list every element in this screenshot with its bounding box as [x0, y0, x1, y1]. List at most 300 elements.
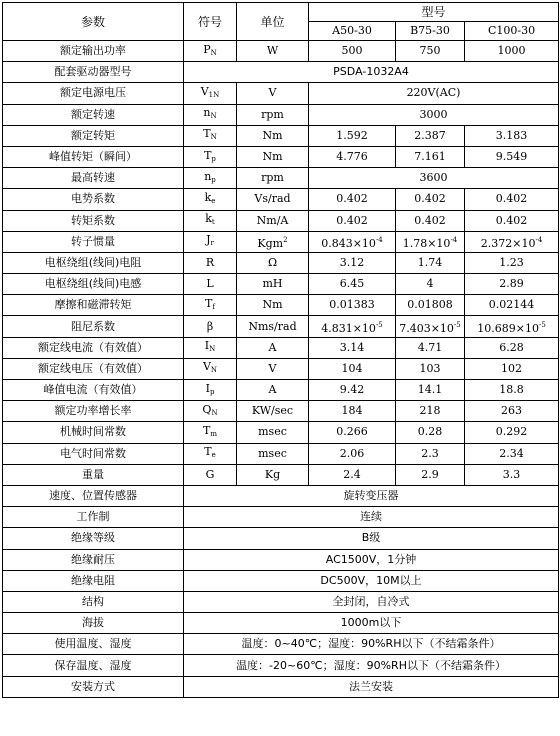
- param-name: 阻尼系数: [71, 319, 115, 333]
- param-name: 最高转速: [71, 171, 115, 185]
- value: 218: [419, 404, 441, 418]
- value-cell: [396, 464, 465, 485]
- unit-cell: [237, 422, 309, 443]
- unit: W: [266, 44, 279, 58]
- value: 0.02144: [488, 298, 535, 312]
- param-name: 转子惯量: [71, 234, 115, 248]
- param-name: 配套驱动器型号: [54, 65, 132, 79]
- merged-value: 旋转变压器: [343, 489, 399, 503]
- table-row: [3, 528, 559, 549]
- table-row: [3, 485, 559, 506]
- merged-value-cell: [309, 83, 559, 104]
- value-cell: [465, 125, 559, 146]
- param-name-cell: [3, 189, 184, 210]
- value-cell: [465, 443, 559, 464]
- param-name-cell: [3, 485, 184, 506]
- merged-value-cell: [184, 634, 559, 655]
- value: 0.402: [495, 213, 528, 227]
- param-name: 结构: [82, 594, 104, 608]
- param-name: 额定转矩: [71, 128, 115, 142]
- table-row: [3, 168, 559, 189]
- unit-cell: [237, 125, 309, 146]
- value-cell: [309, 464, 396, 485]
- merged-value: 3000: [419, 107, 448, 121]
- value-cell: [396, 380, 465, 401]
- table-row: [3, 210, 559, 231]
- symbol-cell: [184, 295, 237, 316]
- symbol: P: [203, 42, 211, 56]
- symbol-cell: [184, 146, 237, 167]
- merged-value: 法兰安装: [349, 679, 394, 693]
- value-exponent: -5: [538, 320, 546, 329]
- param-name-cell: [3, 591, 184, 612]
- value-cell: [396, 210, 465, 231]
- symbol: T: [205, 296, 213, 310]
- value-cell: [465, 231, 559, 252]
- value: 4.776: [336, 150, 368, 164]
- symbol-cell: [184, 189, 237, 210]
- unit: Nm: [262, 298, 283, 312]
- merged-value: 1000m以下: [340, 616, 402, 630]
- value-cell: [396, 316, 465, 337]
- unit-cell: [237, 83, 309, 104]
- param-name-cell: [3, 464, 184, 485]
- value: 9.42: [339, 383, 365, 397]
- table-row: [3, 507, 559, 528]
- symbol: L: [206, 277, 214, 291]
- symbol: V: [202, 360, 211, 374]
- value-cell: [309, 210, 396, 231]
- value: 104: [341, 361, 363, 375]
- param-name: 额定转速: [71, 107, 115, 121]
- unit: Nm: [262, 128, 283, 142]
- param-name: 额定线电流（有效值）: [38, 340, 148, 354]
- value-cell: [396, 401, 465, 422]
- symbol-subscript: e: [211, 451, 216, 460]
- unit-cell: [237, 358, 309, 379]
- merged-value-cell: [184, 62, 559, 83]
- param-name: 机械时间常数: [60, 425, 126, 439]
- unit-cell: [237, 401, 309, 422]
- merged-value-cell: [184, 549, 559, 570]
- param-name: 速度、位置传感器: [49, 489, 137, 503]
- param-name: 绝缘电阻: [71, 573, 115, 587]
- value: 2.9: [421, 467, 439, 481]
- param-name: 重量: [82, 467, 104, 481]
- symbol-subscript: 1N: [208, 90, 220, 99]
- unit: A: [268, 340, 277, 354]
- symbol: Q: [202, 402, 212, 416]
- unit: Nms/rad: [248, 319, 297, 333]
- merged-value: 全封闭，自冷式: [332, 594, 410, 608]
- symbol: T: [203, 127, 211, 141]
- value-cell: [309, 274, 396, 295]
- symbol-subscript: N: [210, 112, 217, 121]
- unit: msec: [258, 425, 287, 439]
- table-row: [3, 570, 559, 591]
- merged-value: 3600: [419, 171, 448, 185]
- symbol-cell: [184, 252, 237, 273]
- table-row: [3, 634, 559, 655]
- symbol-cell: [184, 401, 237, 422]
- symbol-cell: [184, 422, 237, 443]
- header-model: 型号: [309, 3, 559, 22]
- value-cell: [465, 358, 559, 379]
- value-cell: [309, 231, 396, 252]
- value: 0.402: [495, 192, 528, 206]
- merged-value-cell: [184, 591, 559, 612]
- value: 18.8: [499, 383, 524, 397]
- value: 0.266: [336, 425, 368, 439]
- value-exponent: -4: [450, 235, 458, 244]
- unit-cell: [237, 380, 309, 401]
- merged-value-cell: [184, 570, 559, 591]
- param-name: 额定电源电压: [60, 86, 126, 100]
- param-name: 海拔: [82, 616, 104, 630]
- value: 0.843×10: [321, 236, 376, 250]
- unit: rpm: [261, 107, 284, 121]
- symbol-cell: [184, 231, 237, 252]
- value-cell: [309, 146, 396, 167]
- unit-cell: [237, 443, 309, 464]
- value-cell: [309, 125, 396, 146]
- value-cell: [396, 422, 465, 443]
- table-row: [3, 422, 559, 443]
- value: 7.161: [414, 150, 446, 164]
- header-row: [3, 3, 559, 22]
- unit-cell: [237, 41, 309, 62]
- unit-cell: [237, 337, 309, 358]
- value-cell: [309, 252, 396, 273]
- value-cell: [309, 295, 396, 316]
- param-name-cell: [3, 274, 184, 295]
- unit-cell: [237, 316, 309, 337]
- table-row: [3, 274, 559, 295]
- symbol-subscript: p: [211, 154, 216, 163]
- value-cell: [465, 295, 559, 316]
- param-name-cell: [3, 422, 184, 443]
- table-row: [3, 401, 559, 422]
- value-cell: [309, 189, 396, 210]
- unit-cell: [237, 168, 309, 189]
- value-cell: [396, 146, 465, 167]
- unit-superscript: 2: [283, 235, 288, 244]
- symbol-cell: [184, 274, 237, 295]
- value-cell: [309, 358, 396, 379]
- merged-value-cell: [309, 104, 559, 125]
- symbol: V: [200, 84, 209, 98]
- unit: V: [268, 86, 277, 100]
- unit-cell: [237, 252, 309, 273]
- table-row: [3, 316, 559, 337]
- param-name-cell: [3, 41, 184, 62]
- value: 103: [419, 361, 441, 375]
- merged-value: 连续: [360, 510, 383, 524]
- unit: KW/sec: [251, 404, 294, 418]
- table-row: [3, 231, 559, 252]
- table-row: [3, 549, 559, 570]
- value-exponent: -5: [375, 320, 383, 329]
- value: 3.12: [339, 255, 365, 269]
- symbol: J: [206, 233, 211, 247]
- symbol-cell: [184, 380, 237, 401]
- value: 2.372×10: [480, 236, 536, 250]
- param-name-cell: [3, 83, 184, 104]
- param-name: 电枢绕组(线间)电阻: [44, 255, 142, 269]
- header-model-b: B75-30: [396, 22, 465, 41]
- param-name: 电势系数: [71, 192, 115, 206]
- symbol-cell: [184, 358, 237, 379]
- unit-cell: [237, 210, 309, 231]
- param-name: 额定线电压（有效值）: [38, 361, 148, 375]
- value: 2.3: [421, 446, 439, 460]
- param-name: 额定输出功率: [60, 44, 126, 58]
- param-name-cell: [3, 210, 184, 231]
- value-cell: [465, 146, 559, 167]
- value: 184: [341, 404, 363, 418]
- symbol-subscript: f: [212, 302, 215, 311]
- symbol-cell: [184, 443, 237, 464]
- table-row: [3, 443, 559, 464]
- symbol-cell: [184, 210, 237, 231]
- value-cell: [396, 337, 465, 358]
- value-cell: [396, 41, 465, 62]
- merged-value: PSDA-1032A4: [333, 65, 409, 79]
- value-cell: [309, 41, 396, 62]
- symbol: k: [205, 212, 212, 226]
- value: 2.4: [343, 467, 361, 481]
- unit: Kg: [264, 467, 281, 481]
- value-cell: [309, 443, 396, 464]
- symbol-subscript: N: [211, 408, 218, 417]
- value-cell: [396, 125, 465, 146]
- unit-cell: [237, 295, 309, 316]
- symbol-subscript: p: [211, 175, 216, 184]
- symbol: T: [204, 148, 212, 162]
- merged-value: AC1500V，1分钟: [325, 552, 417, 566]
- param-name: 安装方式: [71, 679, 115, 693]
- symbol: T: [203, 423, 211, 437]
- param-name: 峰值电流（有效值）: [43, 383, 143, 397]
- param-name-cell: [3, 125, 184, 146]
- value: 1.78×10: [402, 236, 451, 250]
- merged-value: 220V(AC): [406, 86, 461, 100]
- param-name-cell: [3, 358, 184, 379]
- merged-value-cell: [184, 485, 559, 506]
- value: 0.402: [414, 213, 446, 227]
- value: 0.402: [336, 192, 368, 206]
- merged-value: 温度：-20~60℃；湿度：90%RH以下（不结霜条件）: [236, 658, 506, 672]
- value: 750: [419, 44, 441, 58]
- value-cell: [465, 380, 559, 401]
- merged-value: B级: [361, 531, 381, 545]
- param-name-cell: [3, 316, 184, 337]
- value: 6.28: [499, 340, 524, 354]
- merged-value-cell: [184, 507, 559, 528]
- symbol-cell: [184, 168, 237, 189]
- table-row: [3, 252, 559, 273]
- merged-value-cell: [184, 676, 559, 697]
- symbol-subscript: r: [210, 239, 214, 248]
- param-name-cell: [3, 252, 184, 273]
- value: 2.34: [499, 446, 524, 460]
- value-cell: [465, 401, 559, 422]
- param-name-cell: [3, 507, 184, 528]
- value: 4.71: [417, 340, 443, 354]
- param-name-cell: [3, 62, 184, 83]
- unit: mH: [262, 277, 283, 291]
- value: 1.74: [417, 255, 443, 269]
- value-cell: [465, 316, 559, 337]
- value: 4: [426, 277, 434, 291]
- table-row: [3, 676, 559, 697]
- symbol-cell: [184, 104, 237, 125]
- table-row: [3, 125, 559, 146]
- unit: A: [268, 383, 277, 397]
- param-name-cell: [3, 337, 184, 358]
- value: 1.592: [336, 128, 368, 142]
- value: 1000: [497, 44, 526, 58]
- unit-cell: [237, 464, 309, 485]
- value-cell: [396, 443, 465, 464]
- motor-spec-table: [2, 2, 559, 698]
- value: 10.689×10: [477, 321, 539, 335]
- value-cell: [465, 41, 559, 62]
- param-name-cell: [3, 401, 184, 422]
- symbol: R: [205, 255, 215, 269]
- table-row: [3, 62, 559, 83]
- param-name-cell: [3, 549, 184, 570]
- value-exponent: -4: [535, 235, 543, 244]
- symbol-subscript: N: [210, 48, 217, 57]
- value: 7.403×10: [399, 321, 454, 335]
- value-cell: [396, 189, 465, 210]
- param-name-cell: [3, 443, 184, 464]
- symbol: β: [206, 319, 214, 333]
- symbol-cell: [184, 125, 237, 146]
- table-row: [3, 655, 559, 676]
- value: 14.1: [417, 383, 443, 397]
- param-name-cell: [3, 570, 184, 591]
- symbol-cell: [184, 83, 237, 104]
- value-cell: [465, 210, 559, 231]
- unit: Ω: [267, 255, 278, 269]
- table-row: [3, 146, 559, 167]
- value: 3.14: [339, 340, 365, 354]
- param-name-cell: [3, 231, 184, 252]
- value-cell: [309, 401, 396, 422]
- param-name-cell: [3, 676, 184, 697]
- value-cell: [465, 274, 559, 295]
- header-model-c: C100-30: [465, 22, 559, 41]
- table-row: [3, 83, 559, 104]
- table-row: [3, 591, 559, 612]
- symbol-cell: [184, 41, 237, 62]
- param-name-cell: [3, 380, 184, 401]
- unit-cell: [237, 274, 309, 295]
- value: 0.292: [495, 425, 528, 439]
- value: 102: [501, 361, 523, 375]
- param-name-cell: [3, 168, 184, 189]
- value: 0.01383: [329, 298, 375, 312]
- symbol-subscript: p: [209, 387, 215, 396]
- symbol-subscript: e: [211, 196, 216, 205]
- unit: Kgm: [257, 236, 284, 250]
- value-cell: [309, 337, 396, 358]
- unit-cell: [237, 231, 309, 252]
- value: 2.89: [499, 277, 524, 291]
- value: 500: [341, 44, 363, 58]
- header-unit: 单位: [237, 3, 309, 41]
- unit: rpm: [261, 171, 284, 185]
- table-row: [3, 380, 559, 401]
- symbol-subscript: N: [210, 366, 218, 375]
- symbol: n: [204, 169, 212, 183]
- value-exponent: -4: [375, 235, 383, 244]
- value-cell: [396, 295, 465, 316]
- symbol-subscript: N: [209, 345, 216, 354]
- param-name: 工作制: [76, 510, 110, 524]
- param-name-cell: [3, 146, 184, 167]
- unit: Nm: [262, 150, 283, 164]
- unit-cell: [237, 146, 309, 167]
- param-name-cell: [3, 613, 184, 634]
- header-model-a: A50-30: [309, 22, 396, 41]
- value: 2.06: [339, 446, 365, 460]
- table-row: [3, 337, 559, 358]
- value: 6.45: [339, 277, 365, 291]
- symbol-cell: [184, 464, 237, 485]
- unit: Nm/A: [256, 213, 289, 227]
- param-name: 绝缘等级: [71, 531, 115, 545]
- table-row: [3, 41, 559, 62]
- table-row: [3, 358, 559, 379]
- param-name-cell: [3, 655, 184, 676]
- value-cell: [465, 252, 559, 273]
- table-row: [3, 295, 559, 316]
- value: 0.402: [336, 213, 368, 227]
- merged-value-cell: [184, 613, 559, 634]
- symbol: n: [203, 106, 211, 120]
- value: 3.183: [495, 128, 528, 142]
- symbol-cell: [184, 337, 237, 358]
- value-cell: [396, 274, 465, 295]
- value: 3.3: [502, 467, 521, 481]
- unit-cell: [237, 189, 309, 210]
- param-name: 摩擦和磁滞转矩: [54, 298, 132, 312]
- param-name: 电枢绕组(线间)电感: [44, 277, 142, 291]
- value-cell: [465, 337, 559, 358]
- param-name: 电气时间常数: [60, 446, 126, 460]
- symbol: I: [204, 339, 210, 353]
- value: 0.01808: [407, 298, 453, 312]
- value: 9.549: [495, 150, 528, 164]
- param-name: 使用温度、湿度: [54, 637, 132, 651]
- merged-value: 温度：0~40℃；湿度：90%RH以下（不结霜条件）: [241, 637, 501, 651]
- header-symbol: 符号: [184, 3, 237, 41]
- symbol-subscript: N: [210, 133, 217, 142]
- symbol: I: [205, 381, 210, 395]
- symbol-subscript: t: [211, 218, 215, 227]
- table-row: [3, 464, 559, 485]
- param-name: 保存温度、湿度: [54, 658, 132, 672]
- unit-cell: [237, 104, 309, 125]
- value-cell: [396, 358, 465, 379]
- value-cell: [396, 252, 465, 273]
- value: 0.402: [414, 192, 446, 206]
- symbol-subscript: m: [210, 429, 217, 438]
- value-exponent: -5: [453, 320, 461, 329]
